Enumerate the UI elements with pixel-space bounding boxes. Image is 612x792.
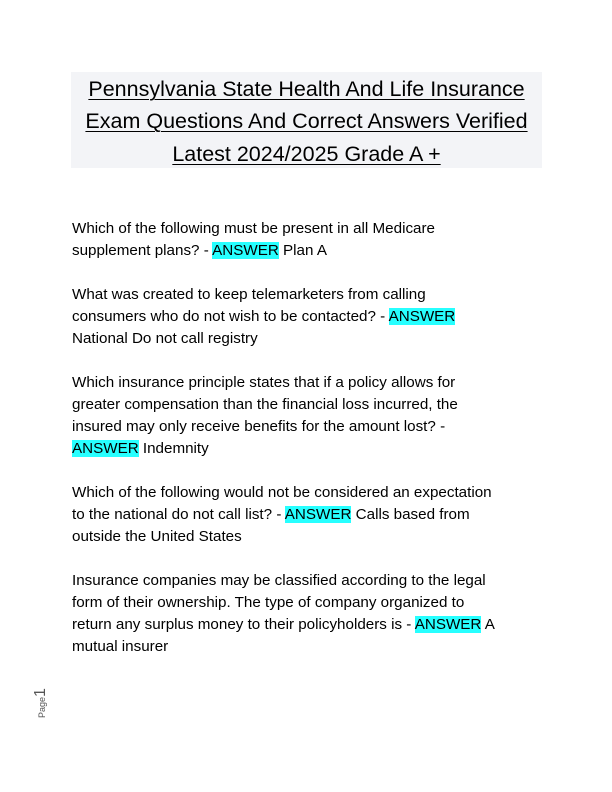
question-text: return any surplus money to their policyholders is - [72, 616, 415, 633]
qa-item [72, 284, 547, 350]
answer-text: outside the United States [72, 528, 242, 545]
answer-text: mutual insurer [72, 638, 169, 655]
question-line: greater compensation than the financial loss incurred, the [72, 396, 458, 413]
question-line: insured may only receive benefits for the amount lost? - [72, 418, 446, 435]
qa-item [72, 218, 547, 262]
answer-highlight: ANSWER [284, 506, 352, 523]
question-line: Which of the following would not be considered an expectation [72, 484, 492, 501]
question-line: Which of the following must be present in all Medicare [72, 220, 435, 237]
answer-highlight: ANSWER [388, 308, 456, 325]
page-label: Page [37, 696, 47, 718]
document-title [71, 0, 542, 180]
qa-item [72, 372, 547, 460]
page-number [30, 690, 50, 720]
answer-text: A [481, 616, 495, 633]
answer-text: Plan A [278, 242, 327, 259]
question-line [72, 306, 547, 328]
question-text: supplement plans? - [72, 242, 213, 259]
answer-text: National Do not call registry [72, 330, 258, 347]
answer-highlight: ANSWER [414, 616, 482, 633]
page-digit: 1 [32, 688, 49, 697]
title-line-1: Pennsylvania State Health And Life Insurance [88, 77, 525, 101]
page-number-rotated [32, 688, 50, 718]
question-line [72, 438, 547, 460]
answer-highlight: ANSWER [72, 440, 139, 457]
answer-text: Indemnity [138, 440, 209, 457]
question-line [72, 504, 547, 526]
qa-item [72, 570, 547, 658]
title-line-2: Exam Questions And Correct Answers Verified [85, 109, 528, 133]
question-text: consumers who do not wish to be contacted? - [72, 308, 389, 325]
question-line: Which insurance principle states that if a policy allows for [72, 374, 456, 391]
question-line: form of their ownership. The type of company organized to [72, 594, 465, 611]
question-line [72, 614, 547, 636]
answer-text: Calls based from [351, 506, 470, 523]
question-text: to the national do not call list? - [72, 506, 285, 523]
title-line-3: Latest 2024/2025 Grade A + [172, 142, 441, 166]
question-line: Insurance companies may be classified according to the legal [72, 572, 486, 589]
question-line [72, 240, 547, 262]
answer-highlight: ANSWER [212, 242, 279, 259]
question-line: What was created to keep telemarketers from calling [72, 286, 426, 303]
qa-item [72, 482, 547, 548]
